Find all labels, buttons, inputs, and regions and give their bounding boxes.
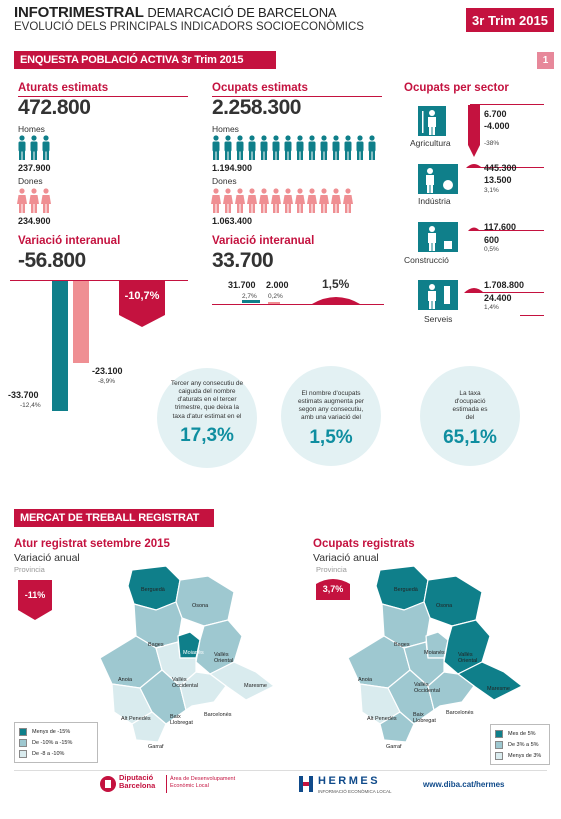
var-aturats-title: Variació interanual <box>18 235 121 247</box>
ocup-label-bergueda: Berguedà <box>394 587 418 593</box>
ocup-map-subtitle: Variació anual <box>313 552 379 564</box>
atur-legend-item: De -8 a -10% <box>19 748 93 759</box>
ocup-label-osona: Osona <box>436 603 453 609</box>
sector-con-pct: 0,5% <box>484 246 499 253</box>
var-aturats-value: -56.800 <box>18 249 86 272</box>
homes-ocup-pct: 2,7% <box>242 293 257 300</box>
ocup-map-scope: Provincia <box>316 565 347 574</box>
atur-label-osona: Osona <box>192 603 209 609</box>
region-osona <box>176 576 234 626</box>
circle-ocup-rate <box>420 366 520 466</box>
sector-agri-pct: -38% <box>484 140 500 147</box>
sectors-title: Ocupats per sector <box>404 82 509 94</box>
footer-org1: Diputació Barcelona <box>119 773 156 791</box>
sector-con-change: 600 <box>484 235 500 245</box>
sector-serv-value: 1.708.800 <box>484 280 525 290</box>
atur-label-garraf: Garraf <box>148 744 164 750</box>
ocup-legend-item: De 3% a 5% <box>495 739 545 750</box>
circle-ocup-text: El nombre d'ocupats estimats augmenta per segon any consecutiu, amb una variació del <box>297 390 365 422</box>
ocup-label-maresme: Maresme <box>487 686 510 692</box>
industry-icon <box>418 164 458 194</box>
ocup-legend-item: Menys de 3% <box>495 750 545 761</box>
atur-map-title: Atur registrat setembre 2015 <box>14 538 170 550</box>
ocup-label-anoia: Anoia <box>358 677 373 683</box>
var-ocupats-value: 33.700 <box>212 249 274 272</box>
var-ocupats-badge: 1,5% <box>322 277 350 291</box>
page-number: 1 <box>537 52 554 69</box>
dones-ocup-var: 2.000 <box>266 280 289 290</box>
ocupats-total: 2.258.300 <box>212 96 301 119</box>
ocupats-homes-value: 1.194.900 <box>212 163 253 173</box>
var-badge-shape <box>119 281 165 327</box>
men-icons <box>16 135 56 161</box>
atur-label-maresme: Maresme <box>244 683 267 689</box>
atur-label-baix-llob: Baix Llobregat <box>170 714 193 726</box>
var-ocupats-title: Variació interanual <box>212 235 315 247</box>
sector-con-value: 117.600 <box>484 222 517 232</box>
page-title-sub: DEMARCACIÓ DE BARCELONA <box>147 5 337 20</box>
ocupats-dones-label: Dones <box>212 176 237 186</box>
ocup-label-barcelones: Barcelonès <box>446 710 474 716</box>
ocup-badge: 3,7% <box>322 584 344 594</box>
sector-agri-value: 6.700 <box>484 109 507 119</box>
ocup-legend-item: Mes de 5% <box>495 728 545 739</box>
circle-taxa-text: La taxa d'ocupació estimada es del <box>452 390 488 422</box>
sector-ind-name: Indústria <box>418 196 451 206</box>
atur-label-bages: Bages <box>148 642 164 648</box>
ocupats-var-mound <box>312 292 360 304</box>
dones-var-pct: -8,9% <box>98 378 115 385</box>
epa-banner: ENQUESTA POBLACIÓ ACTIVA 3r Trim 2015 <box>14 51 276 69</box>
atur-label-bergueda: Berguedà <box>141 587 165 593</box>
region-osona <box>424 576 482 626</box>
aturats-homes-label: Homes <box>18 124 45 134</box>
circle-ocup-value: 1,5% <box>309 426 353 448</box>
aturats-dones-label: Dones <box>18 176 43 186</box>
aturats-dones-value: 234.900 <box>18 216 51 226</box>
ocupats-dones-value: 1.063.400 <box>212 216 253 226</box>
circle-ocup-var <box>281 366 381 466</box>
ocup-map-title: Ocupats registrats <box>313 538 415 550</box>
sector-serv-name: Serveis <box>424 314 453 324</box>
ocup-label-valles-or: Vallès Oriental <box>458 652 478 664</box>
hermes-logo-icon <box>298 775 314 793</box>
circle-taxa-value: 65,1% <box>443 426 497 448</box>
construction-icon <box>418 222 458 252</box>
circle-atur-text: Tercer any consecutiu de caiguda del nombre d'aturats en el tercer trimestre, que deixa la taxa d'atur estimat en el <box>170 380 244 420</box>
atur-label-valles-or: Vallès Oriental <box>214 652 234 664</box>
homes-var-pct: -12,4% <box>20 402 41 409</box>
atur-map-scope: Provincia <box>14 565 45 574</box>
atur-label-alt-penedes: Alt Penedès <box>121 716 151 722</box>
atur-label-anoia: Anoia <box>118 677 133 683</box>
atur-map-subtitle: Variació anual <box>14 552 80 564</box>
atur-label-valles-oc: Vallès Occidental <box>172 677 198 689</box>
atur-label-barcelones: Barcelonès <box>204 712 232 718</box>
atur-label-moianes: Moianès <box>183 650 204 656</box>
circle-atur-value: 17,3% <box>180 424 234 446</box>
ind-mound <box>466 160 482 168</box>
women-icons <box>16 188 56 214</box>
ocup-label-baix-llob: Baix Llobregat <box>413 712 436 724</box>
aturats-total: 472.800 <box>18 96 91 119</box>
aturats-title: Aturats estimats <box>18 82 109 94</box>
ocup-label-garraf: Garraf <box>386 744 402 750</box>
aturats-homes-value: 237.900 <box>18 163 51 173</box>
dones-ocup-pct: 0,2% <box>268 293 283 300</box>
footer-org2: Àrea de Desenvolupament Econòmic Local <box>170 776 236 789</box>
dones-bar <box>73 281 89 363</box>
page-title: INFOTRIMESTRAL DEMARCACIÓ DE BARCELONA <box>14 4 337 21</box>
men-icons-ocupats <box>210 135 380 161</box>
con-mound <box>468 224 480 231</box>
sector-agri-change: -4.000 <box>484 121 510 131</box>
serv-mound <box>464 283 484 293</box>
services-icon <box>418 280 458 310</box>
sector-serv-change: 24.400 <box>484 293 512 303</box>
mercat-banner: MERCAT DE TREBALL REGISTRAT <box>14 509 214 527</box>
atur-legend-item: De -10% a -15% <box>19 737 93 748</box>
ocup-legend <box>490 724 550 765</box>
women-icons-ocupats <box>210 188 380 214</box>
sector-ind-value: 445.300 <box>484 163 517 173</box>
sector-serv-pct: 1,4% <box>484 304 499 311</box>
sector-con-name: Construcció <box>404 255 449 265</box>
agri-bar <box>468 105 480 157</box>
sector-ind-change: 13.500 <box>484 175 512 185</box>
page-subtitle: EVOLUCIÓ DELS PRINCIPALS INDICADORS SOCIOECONÒMICS <box>14 21 364 33</box>
agriculture-icon <box>418 106 446 136</box>
ocup-label-valles-oc: Vallès Occidental <box>414 682 440 694</box>
diputacio-logo-icon <box>100 776 116 792</box>
atur-badge: -11% <box>24 590 46 600</box>
footer-url[interactable]: www.diba.cat/hermes <box>423 780 505 789</box>
atur-legend-item: Menys de -15% <box>19 726 93 737</box>
sector-agri-name: Agricultura <box>410 138 451 148</box>
footer-brand: HERMES <box>318 775 381 787</box>
ocupats-title: Ocupats estimats <box>212 82 308 94</box>
ocup-label-moianes: Moianès <box>424 650 445 656</box>
atur-legend <box>14 722 98 763</box>
ocup-label-bages: Bages <box>394 642 410 648</box>
dones-var-value: -23.100 <box>92 366 123 376</box>
homes-ocup-var: 31.700 <box>228 280 256 290</box>
var-aturats-badge: -10,7% <box>124 290 160 302</box>
footer-brand-sub: INFORMACIÓ ECONÒMICA LOCAL <box>318 789 392 794</box>
circle-atur-rate <box>157 368 257 468</box>
ocup-label-alt-penedes: Alt Penedès <box>367 716 397 722</box>
ocupats-homes-label: Homes <box>212 124 239 134</box>
homes-var-value: -33.700 <box>8 390 39 400</box>
atur-badge-shape <box>18 580 58 620</box>
sector-ind-pct: 3,1% <box>484 187 499 194</box>
homes-bar <box>52 281 68 411</box>
period-badge: 3r Trim 2015 <box>466 8 554 32</box>
